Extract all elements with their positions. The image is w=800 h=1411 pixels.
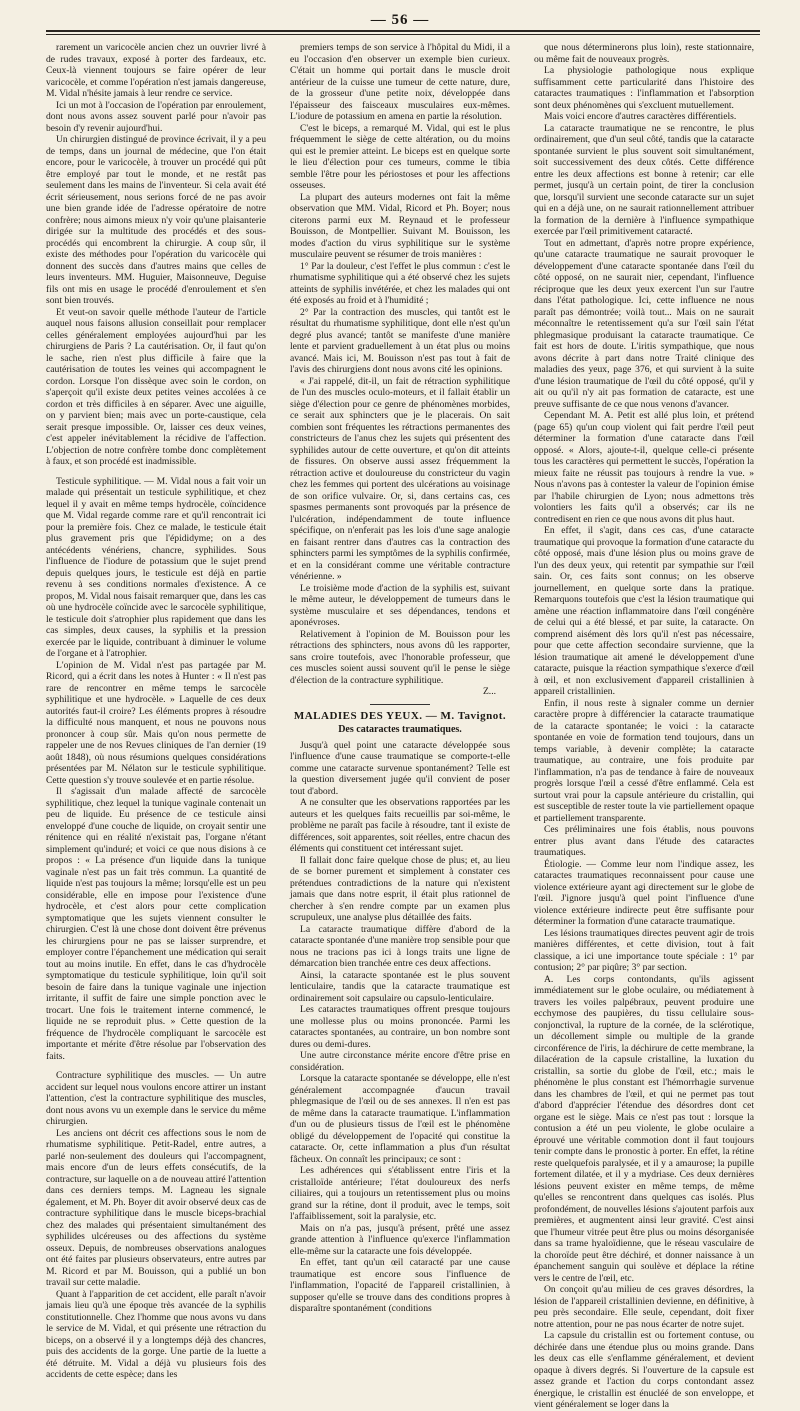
paragraph: Les cataractes traumatiques offrent presque toujours une mollesse plus ou moins prononcée. Parmi les cataractes spontanées, au contraire, un bon nombre sont dures ou demi-dures. — [290, 1004, 510, 1050]
paragraph: C'est le biceps, a remarqué M. Vidal, qui est le plus fréquemment le siège de cette altération, ou du moins qui est le premier atteint. Le biceps est en quelque sorte le lieu d'élection pour ces tumeurs, comme le tibia semble l'être pour les périostoses et pour les affections osseuses. — [290, 122, 510, 191]
paragraph: La cataracte traumatique diffère d'abord de la cataracte spontanée d'une manière trop sensible pour que nous ne tracions pas ici à longs traits une ligne de démarcation bien tranchée entre ces deux affections. — [290, 923, 510, 969]
paragraph: A ne consulter que les observations rapportées par les auteurs et les quelques faits recueillis par soi-même, le problème ne paraît pas facile à résoudre, tant il existe de différences, soit apparentes, soit réelles, entre chacun des éléments qui constituent cet intéressant sujet. — [290, 797, 510, 854]
header-rule — [46, 30, 760, 32]
page-number: — 56 — — [370, 12, 430, 28]
paragraph: 1° Par la douleur, c'est l'effet le plus commun : c'est le rhumatisme syphilitique qui a été observé chez les sujets atteints de syphilis invétérée, et chez les malades qui ont été exposés au froid et à l'humidité ; — [290, 260, 510, 306]
paragraph: Ainsi, la cataracte spontanée est le plus souvent lenticulaire, tandis que la cataracte traumatique est ordinairement soit capsulaire ou capsulo-lenticulaire. — [290, 969, 510, 1004]
paragraph: que nous déterminerons plus loin), reste stationnaire, ou même fait de nouveaux progrès. — [534, 42, 754, 65]
paragraph: Lorsque la cataracte spontanée se développe, elle n'est généralement accompagnée d'aucun travail phlegmasique de l'œil ou de ses annexes. Il n'en est pas de même dans la cataracte traumatique. L'inflammation d'un ou de plusieurs tissus de l'œil est le phénomène obligé du développement de l'opacité qui constitue la cataracte. Or, cette inflammation a plus d'un résultat fâcheux. On connaît les principaux; ce sont : — [290, 1073, 510, 1165]
header-rule-thin — [46, 34, 760, 35]
right-column — [534, 42, 754, 1410]
paragraph: 2° Par la contraction des muscles, qui tantôt est le résultat du rhumatisme syphilitique, dont elle n'est qu'un degré plus avancé; tantôt se manifeste d'une manière lente et parvient graduellement à un état plus ou moins avancé. Mais ici, M. Bouisson n'est pas tout à fait de l'avis des chirurgiens dont nous avons cité les opinions. — [290, 306, 510, 375]
paragraph: Les lésions traumatiques directes peuvent agir de trois manières différentes, et cette division, tout à fait classique, a ici une importance toute spéciale : 1° par contusion; 2° par piqûre; 3° par section. — [534, 927, 754, 973]
paragraph: premiers temps de son service à l'hôpital du Midi, il a eu l'occasion d'en observer un exemple bien curieux. C'était un homme qui portait dans le muscle droit antérieur de la cuisse une tumeur de cette nature, dure, de la grosseur d'une petite noix, développée dans l'épaisseur des faisceaux musculaires eux-mêmes. L'iodure de potassium en amena en partie la résolution. — [290, 42, 510, 122]
paragraph: Mais on n'a pas, jusqu'à présent, prêté une assez grande attention à l'influence qu'exerce l'inflammation elle-même sur la cataracte une fois développée. — [290, 1222, 510, 1257]
paragraph: En effet, tant qu'un œil cataracté par une cause traumatique est encore sous l'influence de l'inflammation, l'opacité de l'appareil cristallinien, à supposer qu'elle se trouve dans des conditions propres à disparaître spontanément (conditions — [290, 1257, 510, 1314]
signature: Z... — [482, 686, 496, 697]
paragraph: On conçoit qu'au milieu de ces graves désordres, la lésion de l'appareil cristallinien devienne, en définitive, à peu près secondaire. Elle seule, cependant, doit fixer notre attention, pour ne pas nous écarter de notre sujet. — [534, 1284, 754, 1330]
paragraph: Jusqu'à quel point une cataracte développée sous l'influence d'une cause traumatique se comporte-t-elle comme une cataracte survenue spontanément? Telle est la question diversement jugée qu'il convient de poser tout d'abord. — [290, 739, 510, 797]
paragraph: Relativement à l'opinion de M. Bouisson pour les rétractions des sphincters, nous avons dû les rapporter, sans croire toutefois, avec l'honorable professeur, que ces muscles soient aussi souvent qu'il le pense le siège d'élection de la contracture syphilitique. — [290, 628, 510, 686]
paragraph: La cataracte traumatique ne se rencontre, le plus ordinairement, que d'un seul côté, tandis que la cataracte spontanée survient le plus souvent soit simultanément, soit successivement des deux côtés. Cette différence entre les deux affections est bonne à retenir; car elle permet, jusqu'à un certain point, de tirer la conclusion que, lorsqu'il survient une seconde cataracte sur un sujet qui en a déjà une, on ne saurait rationnellement attribuer la formation de la dernière à l'influence sympathique exercée par l'œil primitivement cataracté. — [534, 122, 754, 237]
paragraph: Enfin, il nous reste à signaler comme un dernier caractère propre à différencier la cataracte traumatique de la cataracte spontanée; le voici : la cataracte spontanée en voie de formation tend toujours, dans un temps variable, à devenir complète; la cataracte traumatique, au contraire, une fois produite par l'inflammation, n'a pas de tendance à faire de nouveaux progrès lorsque l'œil a cessé d'être enflammé. Cela est surtout vrai pour la capsule antérieure du cristallin, qui est susceptible de rester toute la vie partiellement opaque et partiellement transparente. — [534, 697, 754, 824]
paragraph: L'opinion de M. Vidal n'est pas partagée par M. Ricord, qui a écrit dans les notes à Hunter : « Il n'est pas rare de rencontrer en même temps le sarcocèle syphilitique et une hydrocèle. » Laquelle de ces deux autorités faut-il croire? Les éléments propres à résoudre la difficulté nous manquent, et nous ne pouvons nous prononcer à coup sûr. Mais qu'on nous permette de rappeler une de nos Revues cliniques de l'an dernier (19 août 1848), où nous résumions quelques considérations présentées par M. Nélaton sur le testicule syphilitique. Cette question s'y trouve soulevée et en partie résolue. — [46, 659, 266, 786]
paragraph: La physiologie pathologique nous explique suffisamment cette particularité dans l'histoire des cataractes traumatiques : l'inflammation et l'absorption sont deux phénomènes qui s'excluent mutuellement. — [534, 65, 754, 111]
paragraph: Le troisième mode d'action de la syphilis est, suivant le même auteur, le développement de tumeurs dans le système musculaire et ses dépendances, tendons et aponévroses. — [290, 582, 510, 628]
paragraph: Les adhérences qui s'établissent entre l'iris et la cristalloïde antérieure; l'état douloureux des nerfs ciliaires, qui a toujours un retentissement plus ou moins grand sur la rétine, dont il produit, avec le temps, soit l'affaiblissement, soit la paralysie, etc. — [290, 1165, 510, 1222]
paragraph: Quant à l'apparition de cet accident, elle paraît n'avoir jamais lieu qu'à une époque très avancée de la syphilis constitutionnelle. Chez l'homme que nous avons vu dans le service de M. Vidal, et qui présente une rétraction du biceps, on a observé il y a longtemps déjà des chancres, puis des accidents de la gorge. Une partie de la luette a été détruite. M. Vidal a déjà vu plusieurs fois des accidents de cette espèce; dans les — [46, 1288, 266, 1380]
paragraph: A. Les corps contondants, qu'ils agissent immédiatement sur le globe oculaire, ou médiatement à travers les voiles palpébraux, peuvent produire une ecchymose des paupières, du tissu cellulaire sous-conjonctival, la rupture de la cornée, de la sclérotique, un décollement simple ou multiple de la grande circonférence de l'iris, la déchirure de cette membrane, la dilacération de la capsule cristalline, la luxation du cristallin, sa sortie du globe de l'œil, etc.; mais le phénomène le plus constant est l'hémorrhagie survenue dans les chambres de l'œil, et qui ne permet pas tout d'abord d'apprécier l'étendue des désordres dont cet organe est le siège. Mais ce n'est pas tout : lorsque la contusion a été un peu violente, le globe oculaire a éprouvé une véritable commotion dont il faut toujours tenir compte dans le pronostic à porter. En effet, la rétine reste quelquefois paralysée, et il y a amaurose; la pupille fortement dilatée, et il y a mydriase. Ces deux dernières lésions peuvent exister en même temps, de même qu'elles se rencontrent dans quelques cas isolés. Plus profondément, de nouvelles lésions s'ajoutent parfois aux premières, et augmentent ainsi leur gravité. C'est ainsi que l'humeur vitrée peut être plus ou moins désorganisée dans sa trame hyaloïdienne, que le réseau vasculaire de la choroïde peut être déchiré, et donner naissance à un épanchement sanguin qui soulève et déplace la rétine vers le centre de l'œil, etc. — [534, 973, 754, 1284]
paragraph: Ici un mot à l'occasion de l'opération par enroulement, dont nous avons assez souvent parlé pour n'avoir pas besoin d'y revenir aujourd'hui. — [46, 99, 266, 134]
paragraph: Étiologie. — Comme leur nom l'indique assez, les cataractes traumatiques reconnaissent pour cause une violence extérieure ayant agi directement sur le globe de l'œil. J'ignore jusqu'à quel point l'influence d'une violence extérieure indirecte peut être suffisante pour déterminer la formation d'une cataracte traumatique. — [534, 858, 754, 927]
paragraph: Mais voici encore d'autres caractères différentiels. — [544, 111, 737, 122]
paragraph: Les anciens ont décrit ces affections sous le nom de rhumatisme syphilitique. Petit-Radel, entre autres, a parlé non-seulement des douleurs qui l'accompagnent, mais encore d'un de leurs effets consécutifs, de la contracture, sur laquelle on a de nouveau attiré l'attention dans ces derniers temps. M. Lagneau les signale également, et M. Ph. Boyer dit avoir observé deux cas de contracture syphilitique dans le muscle biceps-brachial chez des malades qui présentaient simultanément des syphilides ulcéreuses ou des affections du système osseux. Depuis, de nombreuses observations analogues ont été faites par plusieurs observateurs, entre autres par M. Ricord et par M. Bouisson, qui a publié un bon travail sur cette maladie. — [46, 1127, 266, 1288]
paragraph: Tout en admettant, d'après notre propre expérience, qu'une cataracte traumatique ne saurait provoquer le développement d'une cataracte spontanée dans l'œil du côté opposé, on ne saurait nier, cependant, l'influence réciproque que les deux yeux exercent l'un sur l'autre dans l'état pathologique. Ici, cette influence ne nous paraît pas démontrée; voilà tout... Mais on ne saurait méconnaître le retentissement qu'a sur l'œil sain l'état phlegmasique produisant la cataracte traumatique. Ce fait est hors de doute. L'iritis sympathique, que nous avons décrite à part dans notre Traité clinique des maladies des yeux, page 376, et qui survient à la suite d'une lésion traumatique de l'œil du côté opposé, qu'il y ait ou qu'il n'y ait pas formation de cataracte, est une preuve suffisante de ce que nous venons d'avancer. — [534, 237, 754, 410]
paragraph: La plupart des auteurs modernes ont fait la même observation que MM. Vidal, Ricord et Ph. Boyer; nous citerons parmi eux M. Reynaud et le professeur Bouisson, de Montpellier. Suivant M. Bouisson, les modes d'action du virus syphilitique sur le système musculaire peuvent se résumer de trois manières : — [290, 191, 510, 260]
paragraph: Une autre circonstance mérite encore d'être prise en considération. — [290, 1050, 510, 1073]
paragraph: Cependant M. A. Petit est allé plus loin, et prétend (page 65) qu'un coup violent qui fait perdre l'œil peut déterminer la formation d'une cataracte dans l'œil opposé. « Alors, ajoute-t-il, quelque celle-ci présente tous les caractères qui permettent le succès, l'opération la mieux faite ne réussit pas toujours à rendre la vue. » Nous n'avons pas à contester la valeur de l'opinion émise par l'habile chirurgien de Lyon; nous admettons très volontiers les faits qu'il a observés; car ils ne contredisent en rien ce que nous avons dit plus haut. — [534, 410, 754, 525]
paragraph: Ces préliminaires une fois établis, nous pouvons entrer plus avant dans l'étude des cataractes traumatiques. — [534, 824, 754, 858]
paragraph: « J'ai rappelé, dit-il, un fait de rétraction syphilitique de l'un des muscles oculo-moteurs, et il fallait établir un siège d'élection pour ce genre de phénomènes morbides, ce serait aux sphincters que je le placerais. On sait combien sont fréquentes les rétractions permanentes des constricteurs de l'anus chez les sujets qui présentent des syphilides autour de cette ouverture, et qu'on dit atteints de fissures. On observe aussi assez fréquemment la rétraction active et douloureuse du constricteur du vagin chez les femmes qui portent des ulcérations au voisinage de son orifice vulvaire. Or, si, dans certains cas, ces spasmes permanents sont provoqués par la présence de l'ulcération, indépendamment de toute influence spécifique, on n'enferait pas les lois d'une sage analogie en faisant rentrer dans d'autres cas la contraction des sphincters parmi les symptômes de la syphilis confirmée, et en la considérant comme une véritable contracture vénérienne. » — [290, 375, 510, 582]
paragraph: Il fallait donc faire quelque chose de plus; et, au lieu de se borner purement et simplement à constater ces prétendues contradictions de la nature qui n'existent jamais que dans notre esprit, il était plus rationnel de chercher à s'en rendre compte par un examen plus scrupuleux, une analyse plus détaillée des faits. — [290, 854, 510, 923]
paragraph: Un chirurgien distingué de province écrivait, il y a peu de temps, dans un journal de médecine, que l'on était encore, pour le varicocèle, à trouver un procédé qui pût être employé par tout le monde, et ne restât pas seulement dans les mains de l'inventeur. Si cela avait été écrit sérieusement, nous serions forcé de ne pas avoir une bien grande idée de l'adresse opératoire de notre confrère; nous aimons mieux n'y voir qu'une plaisanterie dirigée sur la multitude des procédés et des sous-procédés qui encombrent la chirurgie. A coup sûr, il existe des méthodes pour l'opération du varicocèle qui donnent des succès dans d'autres mains que celles de leurs inventeurs. MM. Huguier, Maisonneuve, Deguise fils ont mis en usage le procédé d'enroulement et s'en sont bien trouvés. — [46, 134, 266, 306]
testicule-paragraph: Testicule syphilitique. — M. Vidal nous a fait voir un malade qui présentait un testicule syphilitique, et chez lequel il y avait en même temps hydrocèle, coïncidence que M. Vidal regarde comme rare et qu'il rencontrait ici pour la première fois. Chez ce malade, le testicule était plus gravement pris que l'épididyme; on a des antécédents vénériens, chancre, syphilides. Sous l'influence de l'iodure de potassium que le sujet prend depuis quelques jours, le testicule est déjà en partie revenu à ses conditions normales d'existence. A ce propos, M. Vidal nous faisait remarquer que, dans les cas où une hydrocèle coïncide avec le sarcocèle syphilitique, le testicule doit s'atrophier plus rapidement que dans les cas simples, deux causes, la syphilis et la pression exercée par le liquide, contribuant à diminuer le volume de l'organe et à l'atrophier. — [46, 475, 266, 659]
left-column — [46, 42, 266, 1380]
paragraph: rarement un varicocèle ancien chez un ouvrier livré à de rudes travaux, exposé à porter des fardeaux, etc. Ceux-là viennent toujours se faire opérer de leur varicocèle, et comme l'opération n'est jamais dangereuse, M. Vidal n'hésite jamais à leur rendre ce service. — [46, 42, 266, 99]
section-subtitle: Des cataractes traumatiques. — [338, 724, 462, 735]
paragraph: Il s'agissait d'un malade affecté de sarcocèle syphilitique, chez lequel la tunique vaginale contenait un peu de liquide. Eu présence de ce testicule ainsi enveloppé d'une couche de liquide, on croyait sentir une rénitence qui en réalité n'existait pas, l'organe n'étant simplement qu'induré; et voici ce que nous disions à ce propos : « La présence d'un liquide dans la tunique vaginale n'est pas un fait très commun. La quantité de liquide n'est pas toujours la même; lorsqu'elle est un peu considérable, elle en impose pour l'existence d'une hydrocèle, et c'est alors pour cette complication symptomatique que les sujets viennent consulter le chirurgien. C'est là une chose dont doivent être prévenus les chirurgiens pour ne pas se laisser surprendre, et employer contre l'épanchement une médication qui serait tout au moins inutile. En effet, dans le cas d'hydrocèle symptomatique du testicule syphilitique, loin qu'il soit besoin de faire dans la tunique vaginale une injection irritante, il suffit de faire une simple ponction avec le trocart. Une fois le traitement interne commencé, le liquide ne se reproduit plus. » Cette question de la fréquence de l'hydrocèle compliquant le sarcocèle est importante et mérite d'être résolue par l'observation des faits. — [46, 786, 266, 1062]
paragraph: La capsule du cristallin est ou fortement contuse, ou déchirée dans une étendue plus ou moins grande. Dans les deux cas elle s'enflamme généralement, et devient opaque à divers degrés. Si l'ouverture de la capsule est assez grande et l'action du corps contondant assez énergique, le cristallin est énucléé de son enveloppe, et vient généralement se loger dans la — [534, 1330, 754, 1410]
contracture-paragraph: Contracture syphilitique des muscles. — Un autre accident sur lequel nous voulons encore attirer un instant l'attention, c'est la contracture syphilitique des muscles, dont nous avons vu un exemple dans le service du même chirurgien. — [46, 1070, 266, 1127]
section-divider — [370, 704, 430, 705]
middle-column — [290, 42, 510, 1314]
paragraph: Et veut-on savoir quelle méthode l'auteur de l'article auquel nous faisons allusion conseillait pour remplacer celles généralement employées aujourd'hui par les chirurgiens de Paris ? La cautérisation. Or, il faut qu'on le sache, rien n'est plus difficile à faire que la cautérisation de toutes les veines qui accompagnent le cordon. Lorsque l'on dissèque avec soin le cordon, on s'aperçoit qu'il existe deux petites veines accolées à ce cordon et très difficiles à en séparer. Avec une aiguille, on y parvient bien; mais avec un porte-caustique, cela serait presque impossible. Or, laisser ces deux veines, c'est appeler inévitablement la récidive de l'affection. L'objection de notre confrère tombe donc complètement à faux, et son procédé est inadmissible. — [46, 306, 266, 467]
paragraph: En effet, il s'agit, dans ces cas, d'une cataracte traumatique qui provoque la formation d'une cataracte du côté opposé, mais d'une lésion plus ou moins grave de l'un des deux yeux, qui retentit par sympathie sur l'œil sain. Or, ces faits sont connus; on les observe journellement, en quelque sorte dans la pratique. Remarquons toutefois que c'est la lésion traumatique qui amène une réaction inflammatoire dans l'œil congénère de celui qui a été blessé, et par suite, la cataracte. On comprend aisément dès lors qu'il n'est pas nécessaire, pour que cette affection secondaire survienne, que la lésion traumatique ait amené le développement d'une cataracte, puisque la réaction sympathique s'exerce d'œil à œil, et non exclusivement d'appareil cristallinien à appareil cristallinien. — [534, 525, 754, 697]
section-title: MALADIES DES YEUX. — M. Tavignot. — [293, 709, 507, 722]
